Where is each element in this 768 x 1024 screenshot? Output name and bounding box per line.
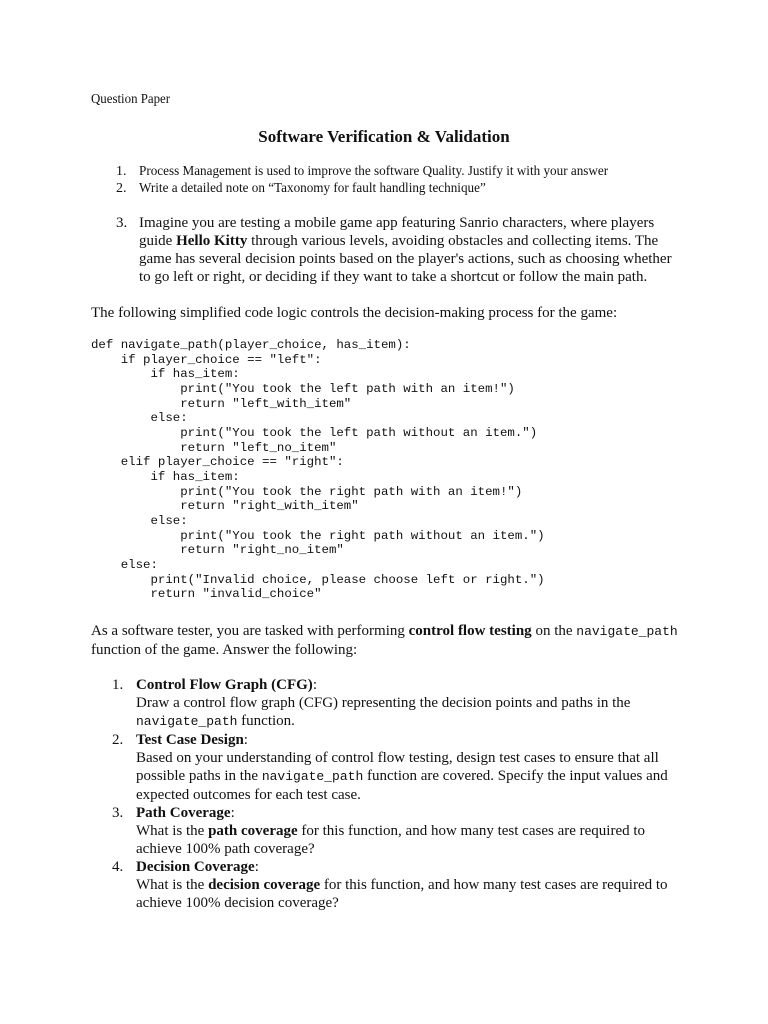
bold-text: decision coverage — [208, 877, 321, 893]
text-segment: through various levels, avoiding obstacles and collecting items. The game has several decision points based on the player's actions, such as choosing whether to go left or right, or deciding if they want to take a shortcut or follow the main path. — [139, 233, 672, 285]
list-item — [112, 731, 682, 804]
task-heading: Control Flow Graph (CFG) — [136, 677, 313, 693]
text-segment: function. — [237, 713, 295, 729]
task-description — [136, 876, 682, 912]
question-text: Write a detailed note on “Taxonomy for fault handling technique” — [139, 181, 486, 196]
inline-code: navigate_path — [136, 714, 238, 729]
task-body — [136, 676, 682, 731]
inline-code: navigate_path — [261, 769, 364, 784]
tester-paragraph — [91, 622, 691, 659]
task-description — [136, 694, 682, 731]
heading-colon: : — [230, 805, 235, 821]
text-segment: Draw a control flow graph (CFG) representing the decision points and paths in the — [136, 695, 631, 711]
text-segment: What is the — [136, 823, 209, 839]
task-body — [136, 731, 682, 804]
bold-text: path coverage — [208, 823, 298, 839]
bold-text: Hello Kitty — [176, 233, 248, 249]
task-heading: Path Coverage — [136, 805, 231, 821]
header-label: Question Paper — [91, 92, 171, 107]
list-item — [116, 180, 676, 197]
question-text: Process Management is used to improve the software Quality. Justify it with your answer — [139, 164, 609, 179]
heading-colon: : — [312, 677, 317, 693]
text-segment: for this function, and how many test cases are required to achieve 100% decision coverage? — [136, 877, 668, 911]
text-segment: function of the game. Answer the following: — [91, 642, 358, 658]
text-segment: What is the — [136, 877, 209, 893]
list-number: 2. — [112, 732, 124, 748]
list-number: 1. — [112, 677, 124, 693]
bold-text: control flow testing — [408, 623, 532, 639]
text-segment: Based on your understanding of control flow testing, design test cases to ensure that all possible paths in the — [136, 750, 659, 784]
list-item — [112, 858, 682, 912]
task-description — [136, 822, 682, 858]
tasks-list — [112, 676, 682, 912]
list-number: 3. — [112, 805, 124, 821]
list-number: 4. — [112, 859, 124, 875]
list-number: 1. — [116, 164, 127, 179]
inline-code: navigate_path — [576, 624, 678, 639]
question-3 — [116, 214, 686, 286]
page-title: Software Verification & Validation — [258, 127, 510, 146]
text-segment: on the — [531, 623, 577, 639]
task-body — [136, 858, 682, 912]
list-number: 3. — [116, 215, 128, 231]
list-item — [112, 804, 682, 858]
heading-colon: : — [243, 732, 248, 748]
text-segment: Imagine you are testing a mobile game app featuring Sanrio characters, where players guide — [139, 215, 655, 249]
task-description — [136, 749, 682, 804]
text-segment: function are covered. Specify the input values and expected outcomes for each test case. — [136, 768, 668, 803]
list-item — [116, 163, 676, 180]
list-item — [112, 676, 682, 731]
task-heading: Decision Coverage — [136, 859, 255, 875]
code-block: def navigate_path(player_choice, has_item): if player_choice == "left": if has_item: print("You took the left path with an item!") return "left_with_item" else: print("You took the left path without an item.") return "left_no_item" elif player_choice == "right": if has_item: print("You took the right path with an item!") return "right_with_item" else: print("You took the right path without an item.") return "right_no_item" else: print("Invalid choice, please choose left or right.") return "invalid_choice" — [91, 338, 545, 602]
code-intro-paragraph: The following simplified code logic controls the decision-making process for the game: — [91, 305, 618, 321]
list-number: 2. — [116, 181, 127, 196]
task-body — [136, 804, 682, 858]
heading-colon: : — [254, 859, 259, 875]
task-heading: Test Case Design — [136, 732, 244, 748]
text-segment: for this function, and how many test cases are required to achieve 100% path coverage? — [136, 823, 646, 857]
question-text — [139, 214, 686, 286]
text-segment: As a software tester, you are tasked with performing — [91, 623, 409, 639]
short-questions-list — [116, 163, 676, 197]
